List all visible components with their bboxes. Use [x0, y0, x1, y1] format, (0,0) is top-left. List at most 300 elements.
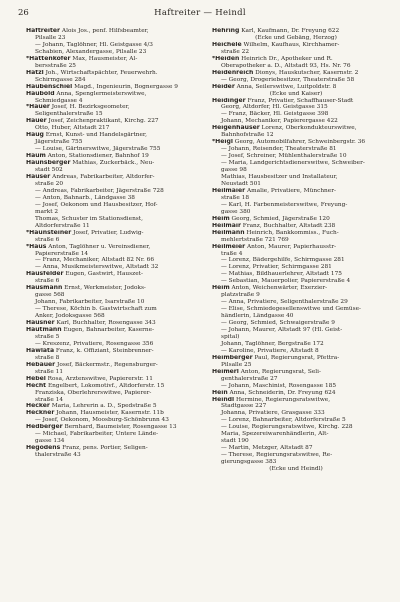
surname: Heigenhauser [212, 125, 260, 132]
directory-line [212, 327, 380, 334]
entry-text: Mathias, Hausbesitzer und Installateur, [221, 174, 338, 181]
directory-line [212, 91, 380, 98]
directory-line [212, 452, 380, 459]
surname: Hausmann [26, 285, 63, 292]
entry-text: — Johann, Maschinist, Rosengasse 185 [221, 382, 337, 389]
entry-text: Pilsalle 23 [35, 34, 66, 41]
entry-text: Johanna, Privatiere, Grasgasse 333 [221, 410, 325, 417]
entry-text: Anton, Maurer, Papierhausstr- [245, 243, 337, 250]
entry-text: — Franz, Mechaniker, Altstadt 82 Nr. 66 [35, 257, 155, 264]
entry-text: Max, Hausmeister, Al- [70, 55, 138, 62]
entry-text: — Louise, Gärtnerswitwe, Jägerstraße 755 [35, 146, 161, 153]
directory-line [212, 167, 380, 174]
entry-text: Karl, Buchhalter, Rosengasse 343 [54, 320, 156, 327]
entry-text: Anton, Stationsdiener, Bahnhof 19 [45, 153, 149, 160]
entry-text: (Ecke und Heindl) [269, 466, 323, 473]
directory-line [212, 70, 380, 77]
directory-line [26, 327, 194, 334]
entry-text: Maria, Spezereiwarenhändlerin, Alt- [221, 431, 329, 438]
entry-text: Heinrich, Bankkommiss., Fuch- [244, 229, 339, 236]
surname: Hautmann [26, 326, 62, 333]
directory-line [26, 264, 194, 271]
surname: *Hauer [26, 104, 50, 111]
directory-line [212, 118, 380, 125]
directory-line [26, 417, 194, 424]
directory-line [26, 49, 194, 56]
directory-line [212, 56, 380, 63]
left-column [26, 28, 194, 459]
entry-text: Anna, Schneiderin, Dr. Freyung 624 [227, 389, 336, 396]
entry-text: stadt 502 [35, 167, 63, 174]
surname: Haftreiter [26, 28, 61, 34]
directory-line [212, 160, 380, 167]
entry-text: Wilhelm, Kaufhaus, Kirchhamer- [241, 41, 340, 48]
entry-text: Otto, Huber, Altstadt 217 [35, 125, 110, 132]
entry-text: Alois Jos., penf. Hilfsbeamter, [60, 28, 149, 34]
entry-text: Engelbert, Lokomotivf., Altdorferstr. 15 [46, 382, 165, 389]
entry-text: mehlertstraße 721 769 [221, 236, 289, 243]
entry-text: Thomas, Schuster im Stationsdienst, [35, 215, 143, 222]
directory-line [212, 390, 380, 397]
directory-line [26, 63, 194, 70]
directory-line [212, 445, 380, 452]
directory-line [212, 383, 380, 390]
entry-text: Johann, Mechaniker, Papierergasse 422 [221, 118, 338, 125]
entry-text: straße 18 [221, 194, 250, 201]
entry-text: Seligenthalerstraße 15 [35, 111, 103, 118]
entry-text: Franziska, Oberlehrerswitwe, Papierer- [35, 389, 152, 396]
directory-line [212, 244, 380, 251]
directory-line [212, 264, 380, 271]
entry-text: — Maria, Landgerichtsdienerswitwe, Schweiber- [221, 160, 365, 167]
directory-line [26, 257, 194, 264]
directory-line [26, 334, 194, 341]
directory-line [212, 216, 380, 223]
directory-line [26, 111, 194, 118]
directory-line [26, 77, 194, 84]
running-title: Haftreiter — Heindl [154, 8, 246, 18]
entry-text: straße 6 [35, 278, 60, 285]
entry-text: Magd., Ingenieurin, Bognergasse 9 [72, 83, 178, 90]
entry-text: straße 11 [35, 368, 64, 375]
entry-text: genthalerstraße 27 [221, 375, 278, 382]
directory-line [212, 459, 380, 466]
entry-text: Georg, Automobilfahrer, Schweinbergstr. 36 [232, 139, 366, 146]
entry-text: Ernst, Kunst- und Handelsgärtner, [43, 132, 147, 139]
right-column [212, 28, 380, 473]
page-number: 26 [18, 8, 29, 18]
directory-line [212, 223, 380, 230]
surname: Hein [212, 389, 228, 396]
directory-line [212, 313, 380, 320]
directory-line [212, 195, 380, 202]
entry-text: Jägerstraße 755 [35, 139, 83, 146]
entry-text: (Ecke und Kaiser) [269, 90, 323, 97]
directory-line [26, 118, 194, 125]
surname: Heindl [212, 396, 235, 403]
surname: Haubold [26, 90, 55, 97]
directory-line [26, 341, 194, 348]
entry-text: — Anna, Privatiere, Seligenthalerstraße 29 [221, 299, 348, 306]
entry-text: Eugen, Gastwirt, Hauszet- [63, 271, 143, 278]
entry-text: — Karoline, Privatiere, Altstadt 8 [221, 347, 319, 354]
directory-line [26, 195, 194, 202]
directory-line [26, 383, 194, 390]
entry-text: — Georg, Drogeriebesitzer, Theaterstraße 58 [221, 76, 355, 83]
directory-line [26, 230, 194, 237]
directory-line [26, 244, 194, 251]
entry-text: Anna, Spenglermeisterswitwe, [54, 90, 147, 97]
entry-text: Anker, Jodoksgasse 568 [35, 313, 105, 320]
directory-line [212, 139, 380, 146]
directory-line [212, 466, 380, 473]
directory-line [26, 209, 194, 216]
directory-line [212, 188, 380, 195]
entry-text: straße 14 [35, 396, 64, 403]
entry-text: — Lorenz, Bahnarbeiter, Altdorferstraße 5 [221, 417, 346, 424]
entry-text: — Louise, Regierungsratswitwe, Kirchg. 228 [221, 424, 353, 431]
entry-text: Josef, Bäckermstr., Regensburger- [55, 361, 158, 368]
directory-line [26, 91, 194, 98]
surname: Hatzl [26, 69, 44, 76]
surname: *Haus [26, 243, 47, 250]
directory-line [212, 77, 380, 84]
entry-text: Anna, Seilerswitwe, Luitpoldstr. 8 [234, 83, 337, 90]
entry-text: platzstraße 9 [221, 292, 260, 299]
directory-line [212, 348, 380, 355]
directory-line [26, 424, 194, 431]
entry-text: Altdorferstraße 11 [35, 222, 90, 229]
directory-line [26, 299, 194, 306]
surname: Hedberger [26, 424, 63, 431]
surname: Heichele [212, 41, 242, 48]
directory-line [26, 320, 194, 327]
directory-line [212, 376, 380, 383]
surname: Hawlata [26, 347, 55, 354]
directory-line [26, 160, 194, 167]
directory-line [212, 271, 380, 278]
entry-text: Josef, Privatier, Ludwig- [71, 229, 144, 236]
entry-text: Joh., Wirtschaftspächter, Feuerwehrh. [43, 69, 158, 76]
entry-text: Johann, Taglöhner, Bergstraße 172 [221, 340, 324, 347]
entry-text: — Josef, Schreiner, Mühlenthalerstraße 10 [221, 153, 347, 160]
directory-line [212, 251, 380, 258]
surname: Heim [212, 285, 230, 292]
surname: Heidenreich [212, 69, 254, 76]
directory-line [26, 216, 194, 223]
directory-line [212, 362, 380, 369]
surname: *Haunsteiner [26, 229, 72, 236]
entry-text: — Kreszenz, Privatiere, Rosengasse 356 [35, 340, 154, 347]
entry-text: Franz, k. Offiziant, Steinbrenner- [54, 347, 154, 354]
surname: Heidinger [212, 97, 246, 104]
entry-text: Pilsalle 25 [221, 361, 252, 368]
entry-text: Karl, Kaufmann, Dr. Freyung 622 [239, 28, 340, 34]
surname: Haug [26, 132, 44, 139]
entry-text: Johann, Fabrikarbeiter, Isarstraße 10 [35, 299, 145, 306]
entry-text: Schmiedgasse 4 [35, 97, 83, 104]
directory-line [26, 237, 194, 244]
directory-line [26, 292, 194, 299]
entry-text: Ernst, Werkmeister, Jodoks- [62, 285, 146, 292]
directory-line [212, 438, 380, 445]
directory-line [212, 104, 380, 111]
directory-line [26, 104, 194, 111]
entry-text: straße 6 [35, 236, 60, 243]
directory-line [212, 35, 380, 42]
entry-text: Oberapotheker a. D., Altstadt 93, Hs. Nr. 76 [221, 62, 351, 69]
surname: Heilmeier [212, 243, 246, 250]
directory-line [26, 362, 194, 369]
surname: Heim [212, 215, 230, 222]
entry-text: händlerin, Ländgasse 40 [221, 313, 294, 320]
entry-text: — Lorenz, Bädergehilfe, Schirmgasse 281 [221, 257, 345, 264]
directory-line [212, 410, 380, 417]
directory-line [26, 132, 194, 139]
entry-text: straße 20 [35, 180, 64, 187]
entry-text: — Therese, Köchin b. Gastwirtschaft zum [35, 306, 157, 313]
entry-text: Josef, Zeichenpraktikant, Kirchg. 227 [46, 118, 159, 125]
surname: Hebauer [26, 361, 56, 368]
surname: Haubenschiel [26, 83, 73, 90]
directory-line [26, 84, 194, 91]
entry-text: gasse 98 [221, 167, 247, 174]
directory-line [26, 153, 194, 160]
directory-line [212, 209, 380, 216]
entry-text: gasse 134 [35, 438, 65, 445]
page-header [18, 7, 382, 19]
surname: Heimberger [212, 354, 253, 361]
surname: Haunsberger [26, 160, 71, 167]
directory-line [212, 153, 380, 160]
directory-line [26, 403, 194, 410]
entry-text: Lorenz, Oberkondukteurswitwe, [259, 125, 357, 132]
directory-line [212, 237, 380, 244]
directory-line [26, 376, 194, 383]
entry-text: Papiererstraße 14 [35, 250, 89, 257]
directory-line [26, 438, 194, 445]
surname: Haum [26, 153, 46, 160]
directory-line [26, 348, 194, 355]
entry-text: Andreas, Fabrikarbeiter, Altdorfer- [50, 174, 155, 181]
surname: Heilmaier [212, 187, 246, 194]
entry-text: — Josef, Oekonom, Moosburg-Schönbrunn 43 [35, 417, 169, 424]
surname: Hegodens [26, 445, 61, 452]
directory-line [212, 132, 380, 139]
entry-text: straße 5 [35, 333, 60, 340]
entry-text: Maria, Lehrerin a. D., Spedstraße 5 [49, 403, 157, 410]
directory-line [212, 174, 380, 181]
entry-text: Johann, Hausmeister, Kasernstr. 11b [54, 410, 164, 417]
entry-text: Franz, Buchhalter, Altstadt 238 [240, 222, 336, 229]
directory-line [26, 397, 194, 404]
entry-text: traße 4 [221, 250, 243, 257]
directory-line [26, 42, 194, 49]
directory-line [212, 306, 380, 313]
entry-text: Anton, Regierungsrat, Seli- [238, 368, 321, 375]
directory-line [26, 390, 194, 397]
directory-line [212, 320, 380, 327]
directory-line [26, 98, 194, 105]
directory-line [26, 188, 194, 195]
directory-line [212, 146, 380, 153]
entry-text: Georg, Schmied, Jägerstraße 120 [229, 215, 330, 222]
directory-line [26, 271, 194, 278]
directory-line [212, 125, 380, 132]
entry-text: straße 8 [35, 354, 60, 361]
entry-text: bersstraße 25 [35, 62, 76, 69]
directory-line [212, 424, 380, 431]
entry-text: — Anton, Bahnarb., Ländgasse 38 [35, 194, 135, 201]
entry-text: — Therese, Regierungsratswitwe, Re- [221, 452, 333, 459]
directory-line [212, 42, 380, 49]
entry-text: Neustadt 501 [221, 180, 261, 187]
entry-text: Hermine, Regierungsratswitwe, [234, 396, 331, 403]
entry-text: — Anna, Musikmeisterswitwe, Altstadt 32 [35, 264, 159, 271]
directory-line [212, 257, 380, 264]
directory-line [212, 334, 380, 341]
directory-line [26, 174, 194, 181]
directory-line [26, 431, 194, 438]
entry-text: — Josef, Oekonom und Hausbesitzer, Hof- [35, 201, 158, 208]
surname: Hecht [26, 382, 47, 389]
directory-line [212, 403, 380, 410]
directory-line [26, 56, 194, 63]
directory-line [26, 202, 194, 209]
entry-text: Eugen, Bahnarbeiter, Kaserne- [61, 326, 155, 333]
directory-line [26, 445, 194, 452]
directory-line [212, 63, 380, 70]
entry-text: Anton, Weichenwärter, Exerzier- [229, 285, 328, 292]
entry-text: Anton, Taglöhner u. Vereinsdiener, [46, 243, 151, 250]
directory-line [26, 369, 194, 376]
surname: Hauser [26, 174, 51, 181]
entry-text: Bernhard, Baumeister, Rosengasse 13 [62, 424, 177, 431]
directory-line [26, 285, 194, 292]
directory-line [212, 355, 380, 362]
surname: Hecker [26, 403, 50, 410]
entry-text: Bahnhofstraße 12 [221, 132, 274, 139]
entry-text: markt 2 [35, 208, 59, 215]
entry-text: — Franz, Bäcker, Hl. Geistgasse 398 [221, 111, 329, 118]
directory-line [26, 278, 194, 285]
entry-text: — Mathias, Bildhauerlehrer, Altstadt 175 [221, 271, 342, 278]
directory-line [212, 84, 380, 91]
surname: Hausner [26, 320, 55, 327]
entry-text: gierungsgasse 383 [221, 459, 277, 466]
directory-line [26, 410, 194, 417]
entry-text: Franz, pens. Portier, Seligen- [60, 445, 148, 452]
directory-line [26, 167, 194, 174]
directory-line [26, 181, 194, 188]
directory-line [26, 313, 194, 320]
surname: Heckner [26, 410, 55, 417]
directory-line [212, 49, 380, 56]
entry-text: — Andreas, Fabrikarbeiter, Jägerstraße 728 [35, 187, 164, 194]
entry-text: Schirmgasse 284 [35, 76, 86, 83]
entry-text: Franz, Privatier, Schaffhauser-Stadt [245, 97, 354, 104]
directory-line [212, 292, 380, 299]
surname: Heider [212, 83, 235, 90]
entry-text: — Lorenz, Privatier, Schirmgasse 281 [221, 264, 332, 271]
directory-line [212, 28, 380, 35]
entry-text: thalerstraße 43 [35, 452, 81, 459]
entry-text: — Johann, Taglöhner, Hl. Geistgasse 4/3 [35, 41, 153, 48]
entry-text: — Karl, H. Farbenmeisterswitwe, Freyung- [221, 201, 348, 208]
entry-text: — Elise, Schmiedegesellenswitwe und Gemüse- [221, 306, 361, 313]
entry-text: Paul, Regierungsrat, Pfettra- [252, 354, 340, 361]
directory-line [212, 285, 380, 292]
entry-text: (Ecke und Gebäng, Herzog) [255, 34, 337, 41]
surname: Hebel [26, 375, 46, 382]
directory-line [212, 278, 380, 285]
surname: Heilmann [212, 229, 245, 236]
entry-text: Heinrich Dr., Apotheker und R. [239, 55, 333, 62]
directory-line [212, 417, 380, 424]
directory-line [212, 98, 380, 105]
surname: *Heiden [212, 55, 240, 62]
directory-line [212, 111, 380, 118]
directory-line [212, 299, 380, 306]
directory-line [212, 202, 380, 209]
entry-text: — Johann, Maurer, Altstadt 97 (Hl. Geist- [221, 326, 343, 333]
directory-line [212, 369, 380, 376]
directory-line [26, 251, 194, 258]
directory-line [26, 146, 194, 153]
directory-line [26, 452, 194, 459]
surname: Heimerl [212, 368, 239, 375]
surname: *Heigl [212, 139, 233, 146]
entry-text: — Georg, Schmied, Schwaigerstraße 9 [221, 320, 335, 327]
directory-line [212, 181, 380, 188]
directory-line [212, 431, 380, 438]
surname: Hauer [26, 118, 47, 125]
entry-text: spital) [221, 333, 240, 340]
directory-line [26, 28, 194, 35]
entry-text: straße 22 [221, 48, 250, 55]
entry-text: Rosa, Arztenswitwe, Papiererstr. 11 [45, 375, 153, 382]
surname: Hehring [212, 28, 240, 34]
entry-text: stadt 190 [221, 438, 249, 445]
entry-text: Stadtgasse 227 [221, 403, 267, 410]
entry-text: Georg, Altdorfer, Hl. Geistgasse 315 [221, 104, 328, 111]
directory-line [26, 306, 194, 313]
entry-text: — Johann, Reisender, Theaterstraße 81 [221, 146, 337, 153]
directory-line [212, 341, 380, 348]
entry-text: Dionys, Hauskutscher, Kasernstr. 2 [253, 69, 359, 76]
directory-line [26, 35, 194, 42]
directory-line [26, 139, 194, 146]
entry-text: Schabien, Alexandergasse, Pilsalle 23 [35, 48, 147, 55]
entry-text: Josef, H. Bezirksgeometer, [49, 104, 130, 111]
entry-text: gasse 380 [221, 208, 251, 215]
entry-text: — Martin, Metzger, Altstadt 87 [221, 445, 313, 452]
entry-text: — Michael, Fabrikarbeiter, Untere Lände- [35, 431, 159, 438]
entry-text: — Sebastian, Mauerpolier, Papiererstraße 4 [221, 278, 351, 285]
directory-line [212, 397, 380, 404]
directory-line [212, 230, 380, 237]
directory-line [26, 70, 194, 77]
directory-line [26, 355, 194, 362]
entry-text: Amalie, Privatiere, Münchner- [245, 187, 336, 194]
surname: *Hattenkofer [26, 55, 71, 62]
entry-text: Mathias, Zuckerbäck., Neu- [70, 160, 155, 167]
directory-line [26, 223, 194, 230]
surname: Hausfelder [26, 271, 64, 278]
surname: Heilmair [212, 222, 241, 229]
entry-text: gasse 568 [35, 292, 65, 299]
directory-line [26, 125, 194, 132]
